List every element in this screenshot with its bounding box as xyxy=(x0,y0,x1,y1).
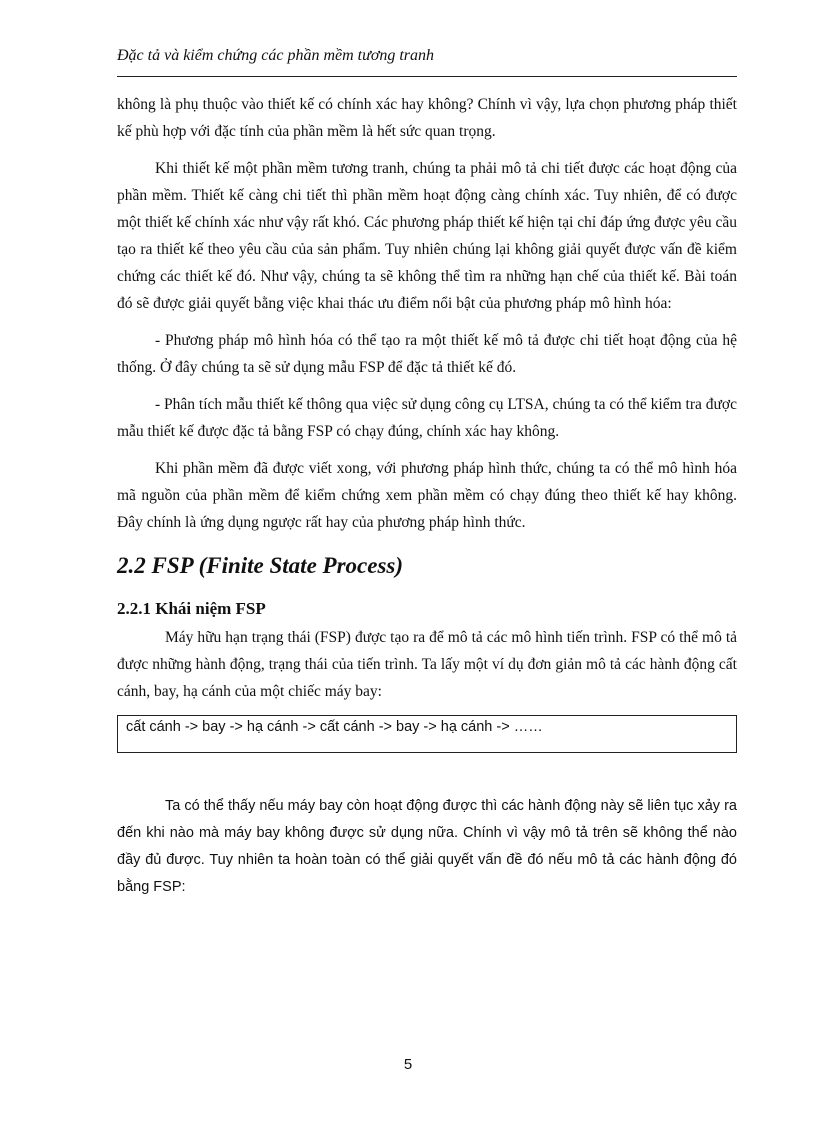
paragraph-ltsa-bullet: - Phân tích mẫu thiết kế thông qua việc sử dụng công cụ LTSA, chúng ta có thể kiểm tra được mẫu thiết kế được đặc tả bằng FSP có chạy đúng, chính xác hay không. xyxy=(117,396,737,440)
paragraph-intro: không là phụ thuộc vào thiết kế có chính xác hay không? Chính vì vậy, lựa chọn phương pháp thiết kế phù hợp với đặc tính của phần mềm là hết sức quan trọng. xyxy=(117,96,737,140)
paragraph-reverse: Khi phần mềm đã được viết xong, với phương pháp hình thức, chúng ta có thể mô hình hóa mã nguồn của phần mềm để kiểm chứng xem phần mềm có chạy đúng theo thiết kế hay không. Đây chính là ứng dụng ngược rất hay của phương pháp hình thức. xyxy=(117,460,737,531)
header-divider xyxy=(117,76,737,77)
subsection-heading: 2.2.1 Khái niệm FSP xyxy=(117,599,266,618)
paragraph-design: Khi thiết kế một phần mềm tương tranh, chúng ta phải mô tả chi tiết được các hoạt động của phần mềm. Thiết kế càng chi tiết thì phần mềm hoạt động càng chính xác. Tuy nhiên, để có được một thiết kế chính xác như vậy rất khó. Các phương pháp thiết kế hiện tại chỉ đáp ứng được yêu cầu tạo ra thiết kế theo yêu cầu của sản phẩm. Tuy nhiên chúng lại không giải quyết được vấn đề kiểm chứng các thiết kế đó. Như vậy, chúng ta sẽ không thể tìm ra những hạn chế của thiết kế. Bài toán đó sẽ được giải quyết bằng việc khai thác ưu điểm nổi bật của phương pháp mô hình hóa: xyxy=(117,160,737,312)
example-code-box: cất cánh -> bay -> hạ cánh -> cất cánh -> bay -> hạ cánh -> …… xyxy=(117,715,737,753)
paragraph-modeling-bullet: - Phương pháp mô hình hóa có thể tạo ra một thiết kế mô tả được chi tiết hoạt động của hệ thống. Ở đây chúng ta sẽ sử dụng mẫu FSP để đặc tả thiết kế đó. xyxy=(117,332,737,376)
section-heading: 2.2 FSP (Finite State Process) xyxy=(117,553,404,578)
running-header: Đặc tả và kiểm chứng các phần mềm tương tranh xyxy=(117,47,435,64)
paragraph-fsp-definition: Máy hữu hạn trạng thái (FSP) được tạo ra để mô tả các mô hình tiến trình. FSP có thể mô tả được những hành động, trạng thái của tiến trình. Ta lấy một ví dụ đơn giản mô tả các hành động cất cánh, bay, hạ cánh của một chiếc máy bay: xyxy=(117,629,737,700)
page-number: 5 xyxy=(403,1056,413,1073)
paragraph-fsp-need: Ta có thể thấy nếu máy bay còn hoạt động được thì các hành động này sẽ liên tục xảy ra đến khi nào mà máy bay không được sử dụng nữa. Chính vì vậy mô tả trên sẽ không thể nào đầy đủ được. Tuy nhiên ta hoàn toàn có thể giải quyết vấn đề đó nếu mô tả các hành động đó bằng FSP: xyxy=(117,798,737,895)
page-body xyxy=(117,91,737,911)
